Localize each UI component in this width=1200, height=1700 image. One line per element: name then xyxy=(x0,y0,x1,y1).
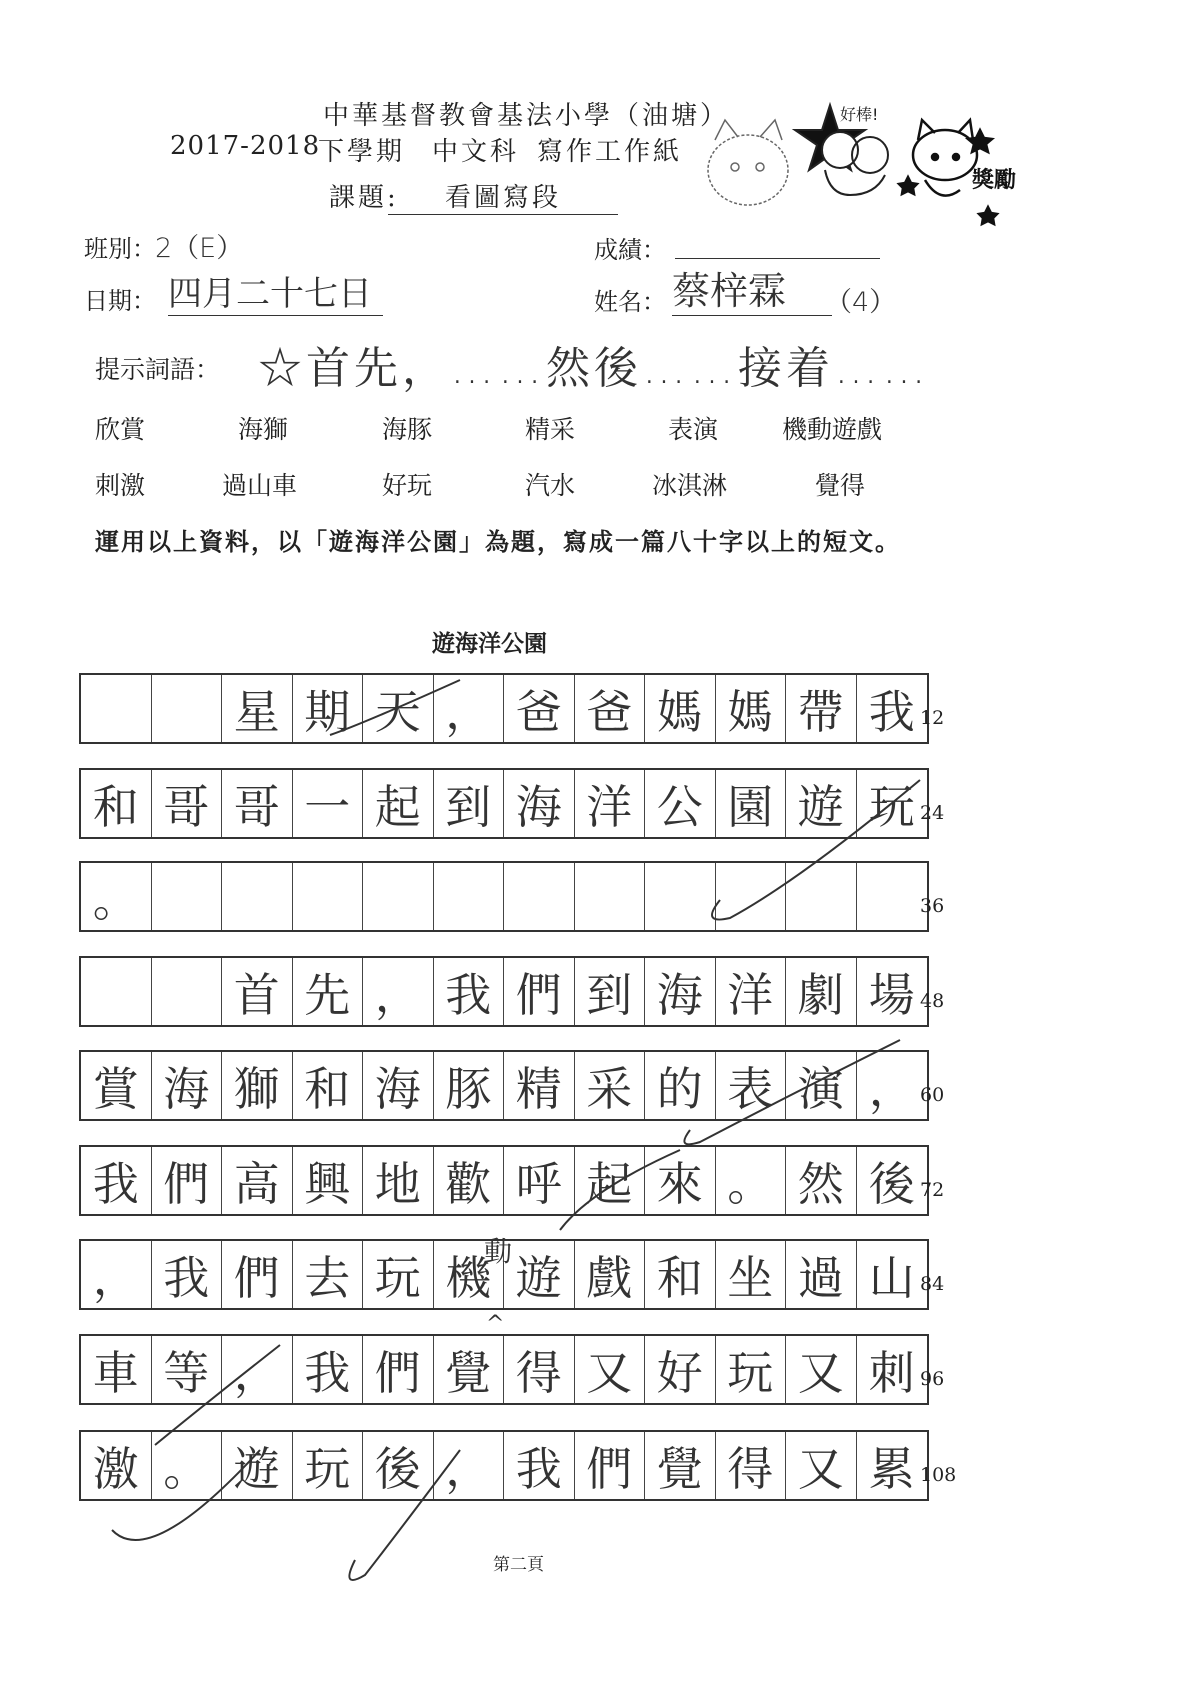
check-mark-icon xyxy=(155,1345,280,1445)
grid-cell: ， xyxy=(868,1061,915,1116)
grid-cell: 劇 xyxy=(786,958,857,1025)
subject: 中文科 xyxy=(432,137,520,167)
grid-cell: 期 xyxy=(293,675,364,742)
grid-cell: 表 xyxy=(716,1052,787,1119)
word-bank-item: 表演 xyxy=(668,415,719,444)
check-mark-icon xyxy=(112,1450,260,1540)
grid-cell: 一 xyxy=(293,770,364,837)
word-bank-item: 海豚 xyxy=(382,415,433,444)
grid-cell: 等 xyxy=(152,1336,223,1403)
grid-cell: 爸 xyxy=(504,675,575,742)
caret-mark-icon: ^ xyxy=(486,1312,505,1337)
grid-cell: 賞 xyxy=(81,1052,152,1119)
check-mark-icon xyxy=(560,1150,680,1230)
grid-cell: 覺 xyxy=(434,1336,505,1403)
row-char-count: 24 xyxy=(920,802,945,824)
row-char-count: 36 xyxy=(920,895,945,917)
grid-cell: 帶 xyxy=(786,675,857,742)
grid-cell: 的 xyxy=(645,1052,716,1119)
grid-cell: 我 xyxy=(434,958,505,1025)
date-label: 日期： xyxy=(84,287,156,315)
topic-value: 看圖寫段 xyxy=(388,177,618,215)
grid-cell: 得 xyxy=(504,1336,575,1403)
grid-cell: 哥 xyxy=(222,770,293,837)
grid-cell: 戲 xyxy=(575,1241,646,1308)
grid-cell: 海 xyxy=(363,1052,434,1119)
grid-cell: 精 xyxy=(504,1052,575,1119)
grid-cell: ， xyxy=(434,1432,505,1499)
grid-cell: 們 xyxy=(222,1241,293,1308)
grid-cell: 星 xyxy=(222,675,293,742)
word-bank-item: 刺激 xyxy=(95,471,146,500)
grid-cell: 我 xyxy=(504,1432,575,1499)
grid-cell: 們 xyxy=(152,1147,223,1214)
grid-cell: 興 xyxy=(293,1147,364,1214)
grid-cell: 們 xyxy=(575,1432,646,1499)
grid-cell: 場 xyxy=(868,967,915,1022)
grid-cell: 遊 xyxy=(786,770,857,837)
grid-cell: 後 xyxy=(363,1432,434,1499)
grid-cell: 洋 xyxy=(575,770,646,837)
grid-cell: 演 xyxy=(786,1052,857,1119)
school-year: 2017-2018 xyxy=(170,131,321,161)
grid-cell: 遊 xyxy=(222,1432,293,1499)
grid-cell: 爸 xyxy=(575,675,646,742)
grid-cell: 首 xyxy=(222,958,293,1025)
grid-cell: ， xyxy=(363,958,434,1025)
grid-cell: 和 xyxy=(293,1052,364,1119)
grid-cell: 過 xyxy=(786,1241,857,1308)
instruction-text: 運用以上資料，以「遊海洋公園」為題，寫成一篇八十字以上的短文。 xyxy=(95,528,901,556)
grid-cell: 呼 xyxy=(504,1147,575,1214)
term: 下學期 xyxy=(318,137,406,167)
sticker-reward-text: 獎勵 xyxy=(972,168,1017,193)
row-char-count: 60 xyxy=(920,1084,945,1106)
class-value: 2（E） xyxy=(155,233,244,264)
grid-cell: 起 xyxy=(575,1147,646,1214)
grid-cell: 我 xyxy=(81,1147,152,1214)
row-char-count: 12 xyxy=(920,707,945,729)
row-char-count: 72 xyxy=(920,1179,945,1201)
grid-cell: 海 xyxy=(504,770,575,837)
grid-cell: 我 xyxy=(868,684,915,739)
grid-cell: 媽 xyxy=(645,675,716,742)
grid-cell: 來 xyxy=(645,1147,716,1214)
grid-cell: 累 xyxy=(868,1441,915,1496)
score-label: 成績： xyxy=(594,236,666,264)
word-bank-item: 汽水 xyxy=(525,471,576,500)
grid-cell: 後 xyxy=(868,1156,915,1211)
check-mark-icon xyxy=(330,680,460,735)
check-mark-icon xyxy=(349,1450,460,1580)
grid-cell: 和 xyxy=(81,770,152,837)
grid-cell: 。 xyxy=(152,1432,223,1499)
word-bank-item: 欣賞 xyxy=(95,415,146,444)
grid-cell: 車 xyxy=(81,1336,152,1403)
grid-cell: 山 xyxy=(868,1250,915,1305)
word-bank-item: 冰淇淋 xyxy=(652,471,728,500)
grid-cell: 刺 xyxy=(868,1345,915,1400)
school-name: 中華基督教會基法小學（油塘） xyxy=(323,101,730,131)
grid-cell: 我 xyxy=(293,1336,364,1403)
grid-cell: 得 xyxy=(716,1432,787,1499)
grid-cell: 玩 xyxy=(293,1432,364,1499)
word-bank-item: 機動遊戲 xyxy=(782,415,883,444)
date-value: 四月二十七日 xyxy=(168,266,383,316)
grid-cell: 玩 xyxy=(716,1336,787,1403)
hint-label: 提示詞語： xyxy=(95,355,221,384)
grid-cell: 起 xyxy=(363,770,434,837)
grid-cell: 哥 xyxy=(152,770,223,837)
grid-cell: 洋 xyxy=(716,958,787,1025)
grid-cell: 園 xyxy=(716,770,787,837)
grid-cell: 又 xyxy=(786,1336,857,1403)
word-bank-item: 過山車 xyxy=(222,471,298,500)
class-label: 班別： xyxy=(84,235,156,263)
class-number: （4） xyxy=(825,287,897,318)
grid-cell: 們 xyxy=(504,958,575,1025)
check-mark-icon xyxy=(712,780,920,920)
grid-cell: 歡 xyxy=(434,1147,505,1214)
grid-cell: 先 xyxy=(293,958,364,1025)
grid-cell: 。 xyxy=(81,863,152,930)
row-char-count: 96 xyxy=(920,1368,945,1390)
grid-cell: 天 xyxy=(363,675,434,742)
grid-cell: 。 xyxy=(716,1147,787,1214)
topic-label: 課題: xyxy=(329,183,399,213)
grid-cell: 媽 xyxy=(716,675,787,742)
grid-cell: 玩 xyxy=(868,779,915,834)
grid-cell: ， xyxy=(81,1241,152,1308)
grid-cell: 和 xyxy=(645,1241,716,1308)
grid-cell: 玩 xyxy=(363,1241,434,1308)
grid-cell: 豚 xyxy=(434,1052,505,1119)
grid-cell: 又 xyxy=(575,1336,646,1403)
sticker-praise-text: 好棒! xyxy=(840,105,879,124)
word-bank-item: 好玩 xyxy=(382,471,433,500)
page-number: 第二頁 xyxy=(493,1555,544,1575)
row-char-count: 108 xyxy=(920,1464,957,1486)
grid-cell: 到 xyxy=(434,770,505,837)
name-value: 蔡梓霖 xyxy=(672,260,832,316)
check-mark-icon xyxy=(684,1040,900,1144)
grid-cell: 坐 xyxy=(716,1241,787,1308)
grid-cell: 海 xyxy=(645,958,716,1025)
hint-connectors: ☆首先，……然後……接着…… xyxy=(258,343,930,394)
insertion-mark: 動 xyxy=(484,1235,513,1268)
grid-cell: 到 xyxy=(575,958,646,1025)
grid-cell: 覺 xyxy=(645,1432,716,1499)
grid-cell: 遊 xyxy=(504,1241,575,1308)
essay-title: 遊海洋公園 xyxy=(432,631,547,657)
grid-cell: 采 xyxy=(575,1052,646,1119)
grid-cell: ， xyxy=(222,1336,293,1403)
grid-cell: 們 xyxy=(363,1336,434,1403)
grid-cell: 獅 xyxy=(222,1052,293,1119)
grid-cell: 機 xyxy=(434,1241,505,1308)
row-char-count: 84 xyxy=(920,1273,945,1295)
grid-cell: 公 xyxy=(645,770,716,837)
grid-cell: 激 xyxy=(81,1432,152,1499)
grid-cell: 又 xyxy=(786,1432,857,1499)
worksheet-title: 寫作工作紙 xyxy=(537,137,683,167)
grid-cell: 地 xyxy=(363,1147,434,1214)
grid-cell: 高 xyxy=(222,1147,293,1214)
row-char-count: 48 xyxy=(920,990,945,1012)
name-label: 姓名： xyxy=(594,288,666,316)
grid-cell: 我 xyxy=(152,1241,223,1308)
grid-cell: ， xyxy=(434,675,505,742)
grid-cell: 好 xyxy=(645,1336,716,1403)
grid-cell: 然 xyxy=(786,1147,857,1214)
word-bank-item: 精采 xyxy=(525,415,576,444)
word-bank-item: 覺得 xyxy=(815,471,866,500)
word-bank-item: 海獅 xyxy=(238,415,289,444)
grid-cell: 去 xyxy=(293,1241,364,1308)
grid-cell: 海 xyxy=(152,1052,223,1119)
